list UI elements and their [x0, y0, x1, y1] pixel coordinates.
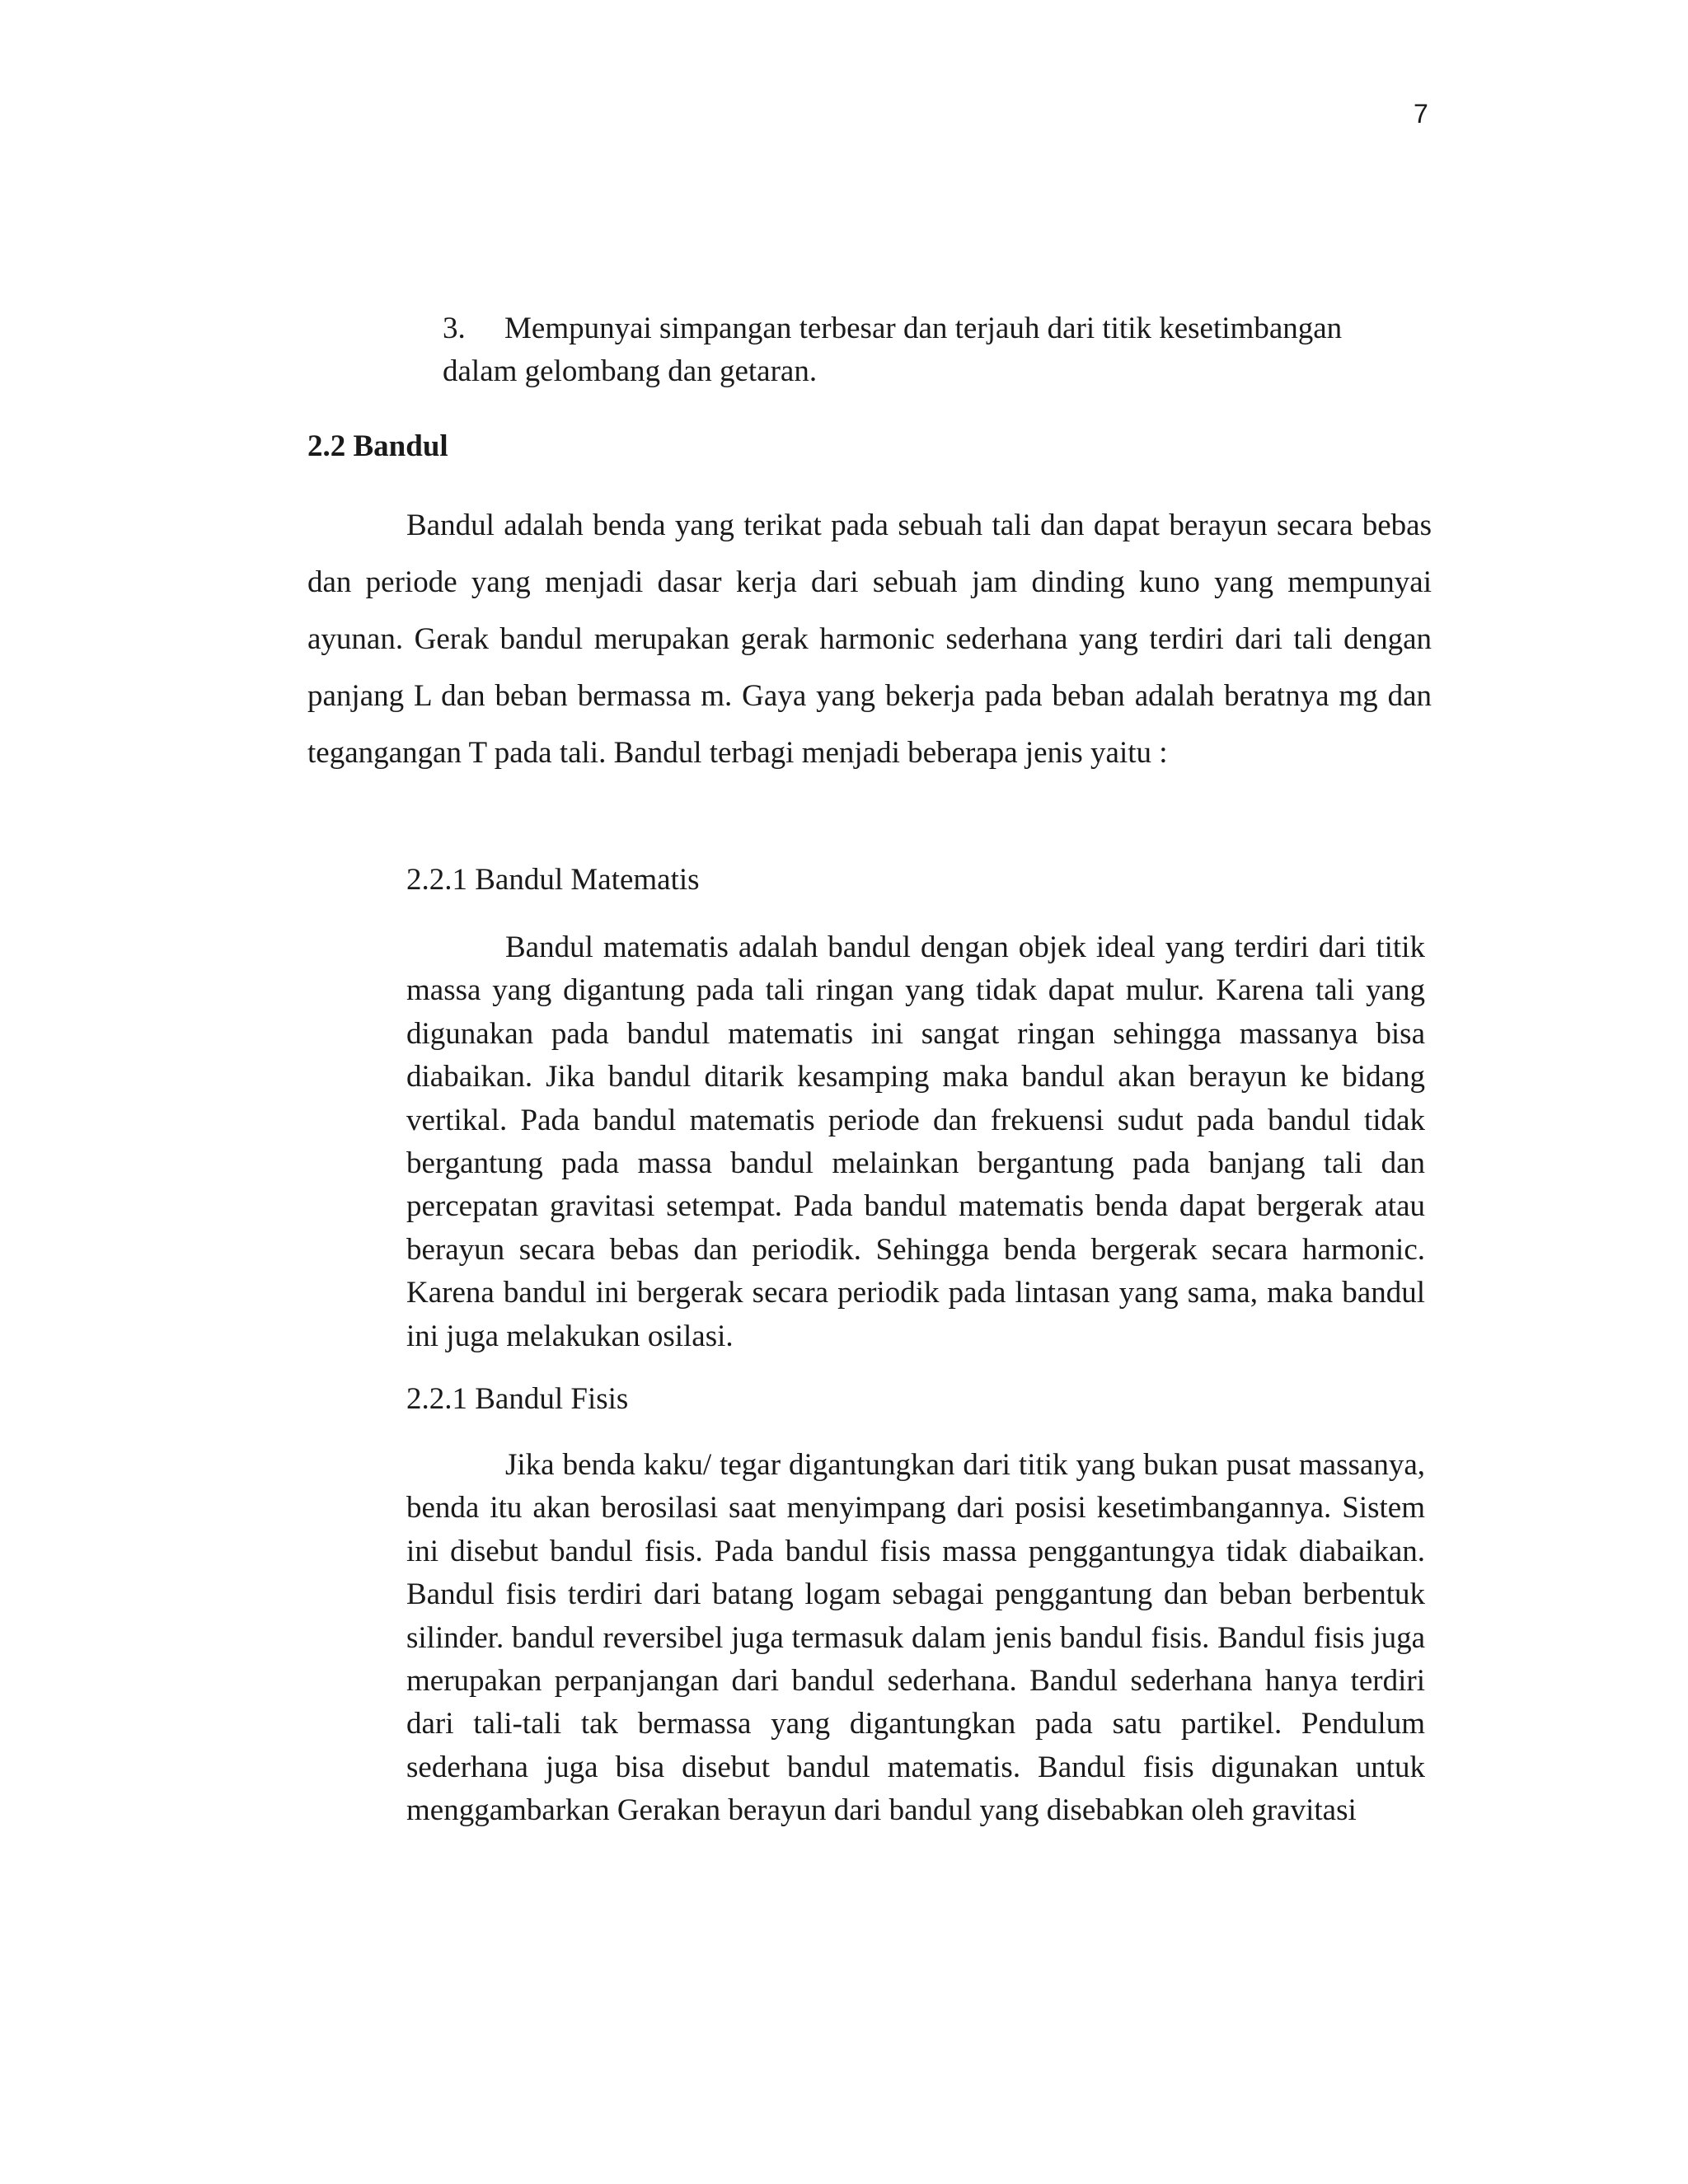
subsection-heading-fisis: 2.2.1 Bandul Fisis: [406, 1382, 629, 1416]
section-paragraph: Bandul adalah benda yang terikat pada sebuah tali dan dapat berayun secara bebas dan periode yang menjadi dasar kerja dari sebuah jam dinding kuno yang mempunyai ayunan. Gerak bandul merupakan gerak harmonic sederhana yang terdiri dari tali dengan panjang L dan beban bermassa m. Gaya yang bekerja pada beban adalah beratnya mg dan tegangangan T pada tali. Bandul terbagi menjadi beberapa jenis yaitu :: [307, 509, 1432, 770]
page-number: 7: [1414, 99, 1428, 129]
section-heading: 2.2 Bandul: [307, 429, 448, 463]
list-item: [443, 307, 1399, 393]
list-item-number: 3.: [443, 312, 466, 345]
subsection-paragraph-fisis: Jika benda kaku/ tegar digantungkan dari titik yang bukan pusat massanya, benda itu akan berosilasi saat menyimpang dari posisi kesetimbangannya. Sistem ini disebut bandul fisis. Pada bandul fisis massa penggantungya tidak diabaikan. Bandul fisis terdiri dari batang logam sebagai penggantung dan beban berbentuk silinder. bandul reversibel juga termasuk dalam jenis bandul fisis. Bandul fisis juga merupakan perpanjangan dari bandul sederhana. Bandul sederhana hanya terdiri dari tali-tali tak bermassa yang digantungkan pada satu partikel. Pendulum sederhana juga bisa disebut bandul matematis. Bandul fisis digunakan untuk menggambarkan Gerakan berayun dari bandul yang disebabkan oleh gravitasi: [406, 1448, 1425, 1828]
subsection-heading-matematis: 2.2.1 Bandul Matematis: [406, 863, 700, 897]
subsection-paragraph-matematis: Bandul matematis adalah bandul dengan objek ideal yang terdiri dari titik massa yang digantung pada tali ringan yang tidak dapat mulur. Karena tali yang digunakan pada bandul matematis ini sangat ringan sehingga massanya bisa diabaikan. Jika bandul ditarik kesamping maka bandul akan berayun ke bidang vertikal. Pada bandul matematis periode dan frekuensi sudut pada bandul tidak bergantung pada massa bandul melainkan bergantung pada banjang tali dan percepatan gravitasi setempat. Pada bandul matematis benda dapat bergerak atau berayun secara bebas dan periodik. Sehingga benda bergerak secara harmonic. Karena bandul ini bergerak secara periodik pada lintasan yang sama, maka bandul ini juga melakukan osilasi.: [406, 930, 1425, 1353]
list-item-text: Mempunyai simpangan terbesar dan terjauh dari titik kesetimbangan dalam gelombang dan getaran.: [443, 312, 1343, 388]
